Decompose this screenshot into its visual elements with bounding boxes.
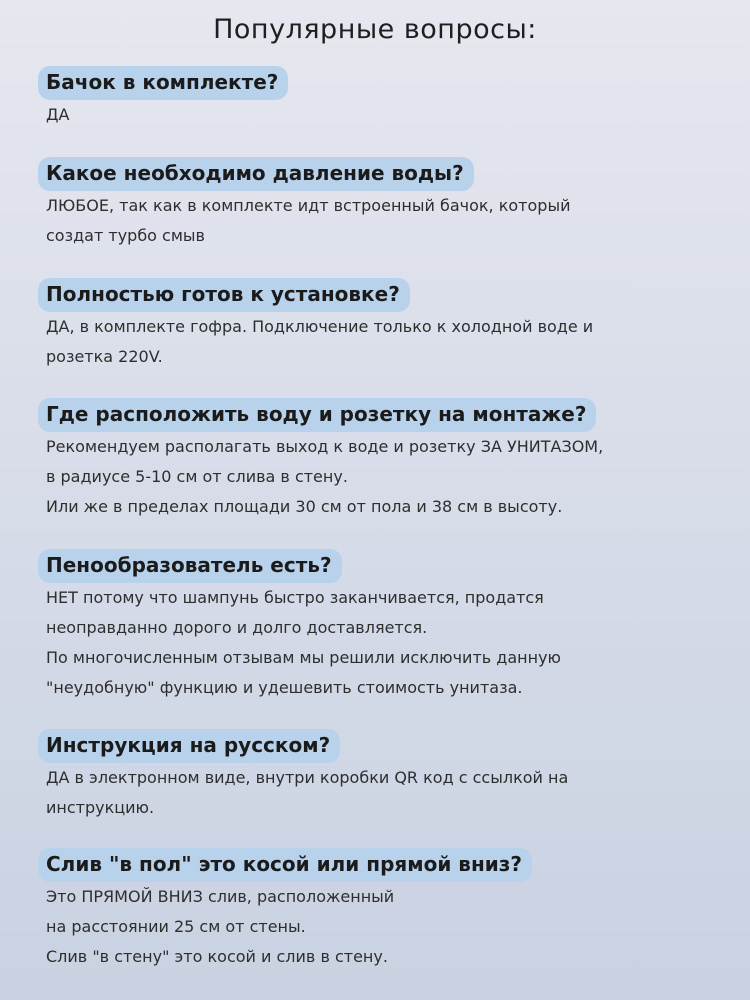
answer-line: ЛЮБОЕ, так как в комплекте идт встроенный бачок, который	[46, 196, 571, 215]
faq-question: Инструкция на русском?	[38, 729, 340, 763]
faq-answer	[38, 312, 718, 372]
faq-answer	[38, 432, 718, 522]
faq-answer	[38, 583, 718, 703]
faq-item-drain-type	[38, 848, 718, 972]
faq-question: Полностью готов к установке?	[38, 278, 410, 312]
faq-item-ready-to-install	[38, 278, 718, 372]
answer-line: Или же в пределах площади 30 см от пола и 38 см в высоту.	[46, 497, 563, 516]
faq-answer	[38, 100, 718, 130]
faq-question: Какое необходимо давление воды?	[38, 157, 474, 191]
answer-line: на расстоянии 25 см от стены.	[46, 917, 306, 936]
faq-item-instructions	[38, 729, 718, 823]
answer-line: в радиусе 5-10 см от слива в стену.	[46, 467, 348, 486]
answer-line: розетка 220V.	[46, 347, 163, 366]
answer-line: "неудобную" функцию и удешевить стоимость унитаза.	[46, 678, 523, 697]
faq-item-foam-generator	[38, 549, 718, 703]
answer-line: ДА	[46, 105, 70, 124]
faq-item-water-pressure	[38, 157, 718, 251]
faq-item-mounting-location	[38, 398, 718, 522]
answer-line: ДА в электронном виде, внутри коробки QR код с ссылкой на	[46, 768, 569, 787]
answer-line: инструкцию.	[46, 798, 155, 817]
answer-line: Это ПРЯМОЙ ВНИЗ слив, расположенный	[46, 887, 395, 906]
answer-line: ДА, в комплекте гофра. Подключение только к холодной воде и	[46, 317, 594, 336]
faq-question: Где расположить воду и розетку на монтаже?	[38, 398, 596, 432]
faq-answer	[38, 191, 718, 251]
faq-question: Пенообразователь есть?	[38, 549, 342, 583]
faq-item-tank	[38, 66, 718, 130]
answer-line: Слив "в стену" это косой и слив в стену.	[46, 947, 388, 966]
answer-line: НЕТ потому что шампунь быстро заканчивается, продатся	[46, 588, 544, 607]
faq-answer	[38, 763, 718, 823]
faq-question: Бачок в комплекте?	[38, 66, 288, 100]
answer-line: создат турбо смыв	[46, 226, 205, 245]
faq-question: Слив "в пол" это косой или прямой вниз?	[38, 848, 532, 882]
faq-answer	[38, 882, 718, 972]
answer-line: неоправданно дорого и долго доставляется.	[46, 618, 428, 637]
answer-line: Рекомендуем располагать выход к воде и розетку ЗА УНИТАЗОМ,	[46, 437, 604, 456]
answer-line: По многочисленным отзывам мы решили исключить данную	[46, 648, 561, 667]
page-title: Популярные вопросы:	[213, 14, 537, 45]
